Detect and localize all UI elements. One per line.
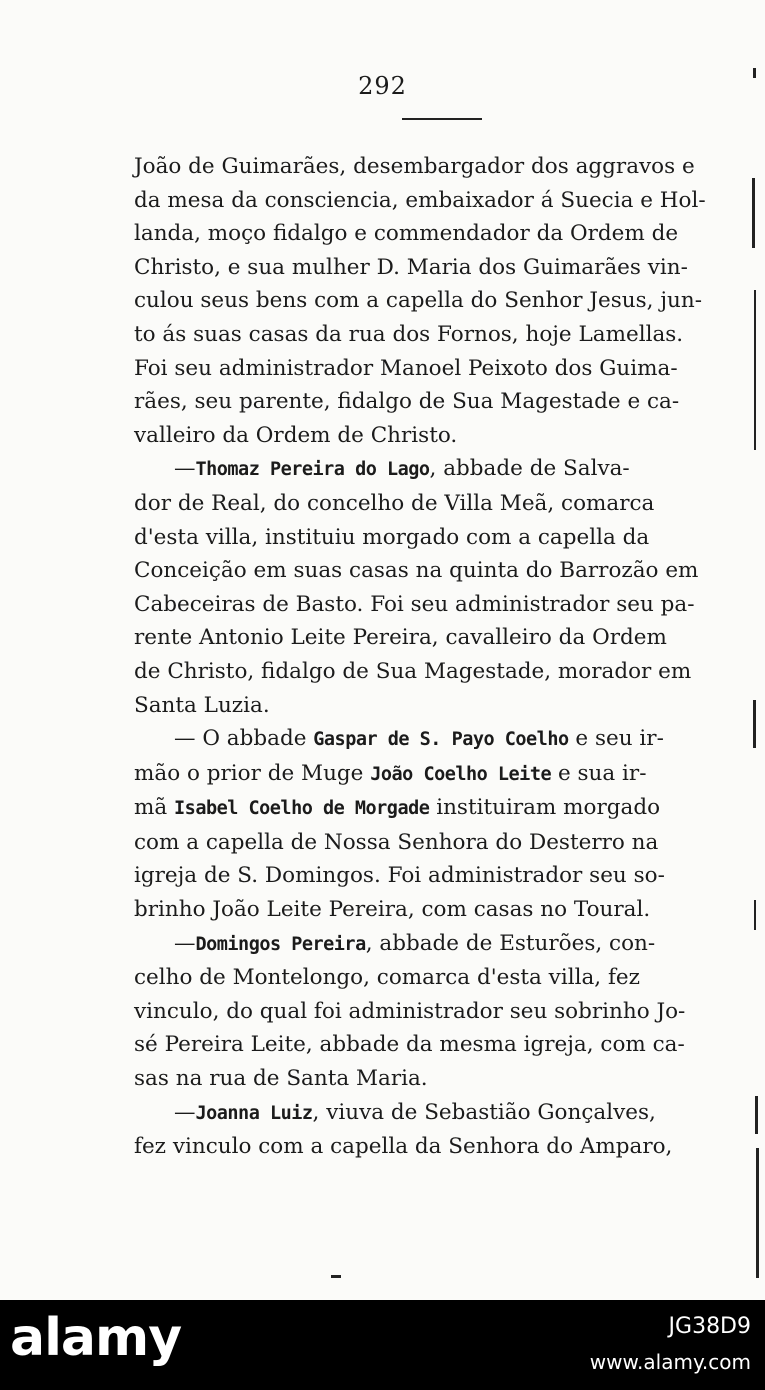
- text-run: instituiram morgado: [429, 795, 661, 821]
- text-run: valleiro da Ordem de Christo.: [134, 422, 458, 448]
- person-name: Isabel Coelho de Morgade: [174, 798, 430, 820]
- paragraph: [134, 452, 738, 722]
- text-run: to ás suas casas da rua dos Fornos, hoje Lamellas.: [134, 321, 684, 347]
- text-run: mã: [134, 795, 175, 821]
- paragraph: [134, 1096, 738, 1164]
- text-run: com a capella de Nossa Senhora do Desterro na: [134, 829, 659, 855]
- watermark-banner: [0, 1300, 765, 1390]
- text-run: , viuva de Sebastião Gonçalves,: [312, 1099, 656, 1125]
- paragraph: [134, 150, 738, 452]
- text-run: brinho João Leite Pereira, com casas no Toural.: [134, 897, 651, 923]
- text-run: e seu ir-: [568, 726, 664, 752]
- text-run: celho de Montelongo, comarca d'esta villa, fez: [134, 965, 640, 991]
- header-rule: [402, 118, 482, 120]
- margin-mark: [755, 1096, 758, 1134]
- margin-mark: [756, 1148, 759, 1278]
- text-run: Conceição em suas casas na quinta do Barrozão em: [134, 558, 699, 584]
- text-run: , abbade de Salva-: [429, 456, 630, 482]
- body-text: [134, 150, 738, 1164]
- text-run: Santa Luzia.: [134, 692, 270, 718]
- text-run: da mesa da consciencia, embaixador á Suecia e Hol-: [134, 187, 706, 213]
- site-url: www.alamy.com: [589, 1350, 751, 1374]
- margin-mark: [753, 68, 756, 78]
- margin-mark: [754, 900, 756, 930]
- text-run: — O abbade: [174, 726, 314, 752]
- text-run: vinculo, do qual foi administrador seu sobrinho Jo-: [134, 998, 686, 1024]
- text-run: Foi seu administrador Manoel Peixoto dos Guima-: [134, 355, 678, 381]
- page-number: 292: [358, 72, 407, 100]
- text-run: fez vinculo com a capella da Senhora do Amparo,: [134, 1134, 673, 1160]
- text-run: sas na rua de Santa Maria.: [134, 1066, 428, 1092]
- person-name: João Coelho Leite: [370, 763, 552, 785]
- text-run: rente Antonio Leite Pereira, cavalleiro da Ordem: [134, 625, 667, 651]
- person-name: Gaspar de S. Payo Coelho: [313, 729, 569, 751]
- person-name: Domingos Pereira: [195, 933, 366, 955]
- text-run: de Christo, fidalgo de Sua Magestade, morador em: [134, 658, 692, 684]
- text-run: —: [174, 930, 196, 956]
- text-run: , abbade de Esturões, con-: [365, 930, 656, 956]
- text-run: mão o prior de Muge: [134, 760, 371, 786]
- text-run: rães, seu parente, fidalgo de Sua Magestade e ca-: [134, 389, 680, 415]
- text-run: Christo, e sua mulher D. Maria dos Guimarães vin-: [134, 254, 688, 280]
- text-run: landa, moço fidalgo e commendador da Ordem de: [134, 221, 679, 247]
- brand-logo: alamy: [10, 1308, 182, 1368]
- person-name: Thomaz Pereira do Lago: [195, 459, 430, 481]
- text-run: culou seus bens com a capella do Senhor Jesus, jun-: [134, 288, 702, 314]
- text-run: Cabeceiras de Basto. Foi seu administrador seu pa-: [134, 591, 695, 617]
- text-run: —: [174, 1099, 196, 1125]
- person-name: Joanna Luiz: [195, 1102, 313, 1124]
- paragraph: [134, 722, 738, 927]
- margin-mark: [754, 290, 756, 450]
- text-run: sé Pereira Leite, abbade da mesma igreja, com ca-: [134, 1032, 685, 1058]
- paragraph: [134, 927, 738, 1096]
- text-run: igreja de S. Domingos. Foi administrador seu so-: [134, 863, 665, 889]
- text-run: —: [174, 456, 196, 482]
- margin-mark: [753, 700, 756, 748]
- text-run: dor de Real, do concelho de Villa Meã, comarca: [134, 490, 655, 516]
- margin-mark: [752, 178, 755, 248]
- margin-mark: [331, 1275, 341, 1278]
- image-id: JG38D9: [668, 1314, 751, 1339]
- text-run: d'esta villa, instituiu morgado com a capella da: [134, 524, 650, 550]
- text-run: João de Guimarães, desembargador dos aggravos e: [134, 154, 695, 179]
- text-run: e sua ir-: [551, 760, 647, 786]
